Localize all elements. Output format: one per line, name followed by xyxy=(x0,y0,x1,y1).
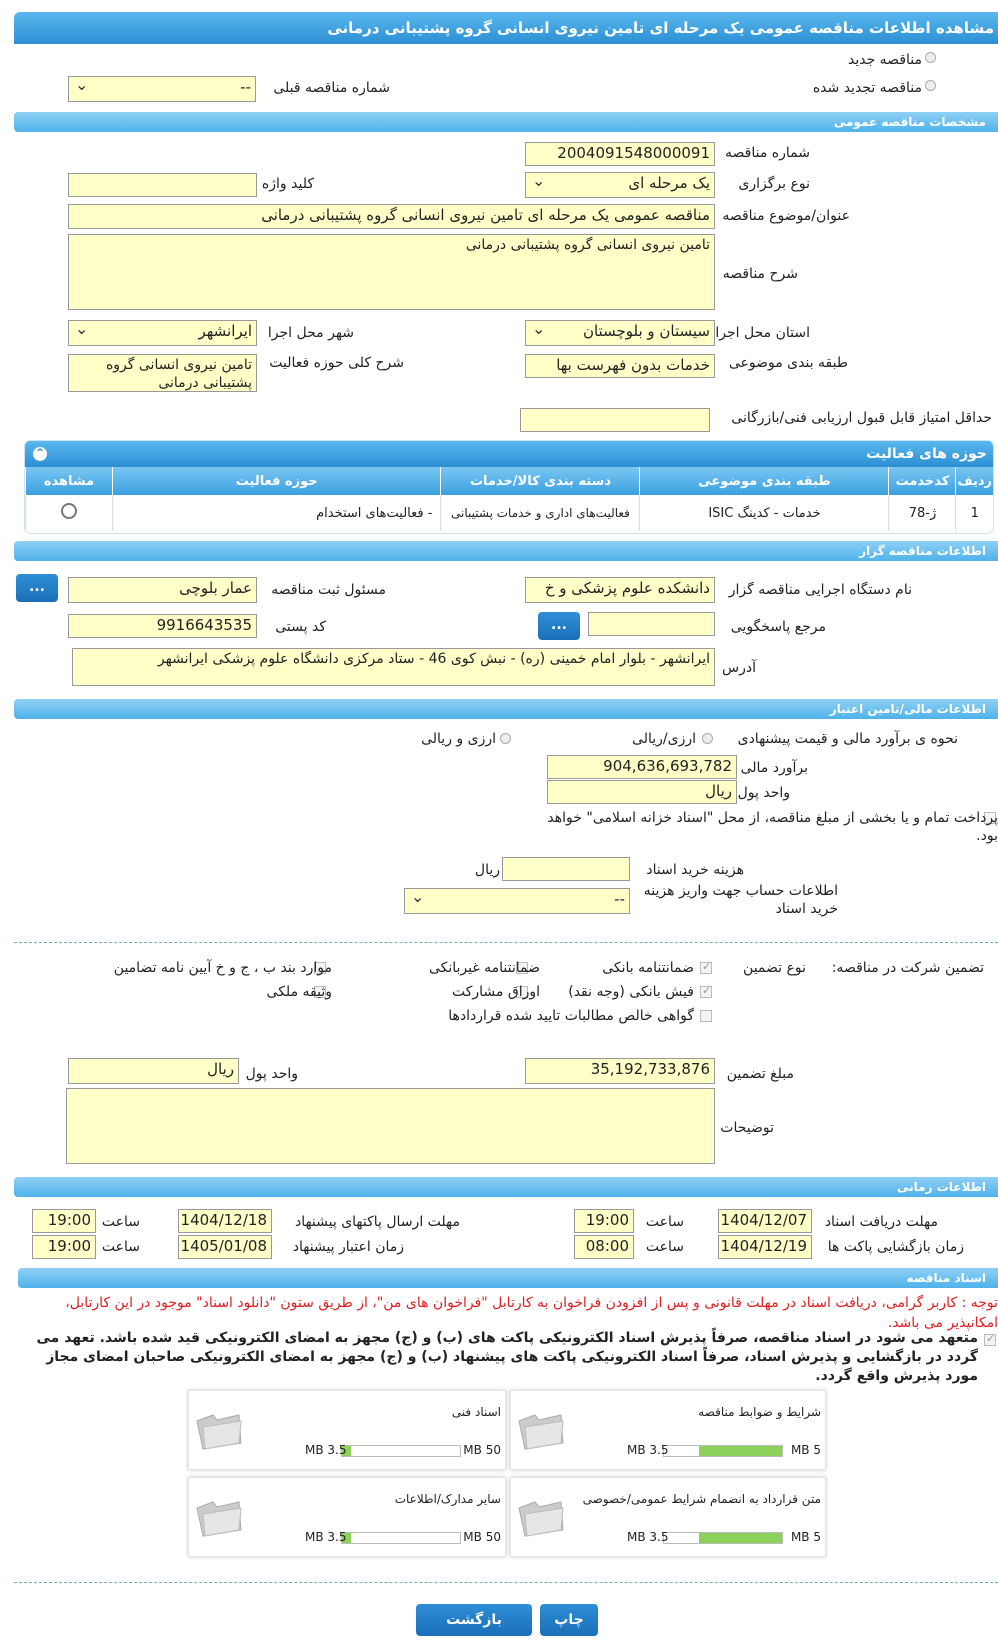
cell-goods: فعالیت‌های اداری و خدمات پشتیبانی xyxy=(441,495,640,531)
min-score-label: حداقل امتیاز قابل قبول ارزیابی فنی/بازرگانی xyxy=(731,410,992,426)
receivables-checkbox[interactable] xyxy=(700,1010,712,1022)
col-code: کدخدمت xyxy=(889,467,956,495)
organizer-header: اطلاعات مناقصه گزار xyxy=(14,541,998,561)
doc-card-bar xyxy=(341,1445,461,1457)
category-label: طبقه بندی موضوعی xyxy=(728,355,848,371)
doc-card-title: اسناد فنی xyxy=(451,1405,501,1419)
ref-lookup-button[interactable]: ... xyxy=(538,612,580,640)
postal-field[interactable]: 9916643535 xyxy=(68,614,257,638)
doc-cost-label: هزینه خرید اسناد xyxy=(646,862,744,878)
doc-card-size: 3.5 MB xyxy=(627,1443,669,1457)
collapse-icon[interactable]: ⌃ xyxy=(34,446,46,460)
keyword-label: کلید واژه xyxy=(261,176,314,192)
ref-label: مرجع پاسخگویی xyxy=(730,619,826,635)
folder-icon xyxy=(517,1498,565,1538)
receivables-label: گواهی خالص مطالبات تایید شده قراردادها xyxy=(448,1008,694,1024)
send-deadline-label: مهلت ارسال پاکتهای پیشنهاد xyxy=(294,1214,460,1230)
new-tender-label: مناقصه جدید xyxy=(847,52,922,68)
validity-time[interactable]: 19:00 xyxy=(32,1235,96,1259)
col-goods: دسته بندی کالا/خدمات xyxy=(441,467,640,495)
doc-card-size: 3.5 MB xyxy=(627,1530,669,1544)
doc-card-title: شرایط و ضوابط مناقصه xyxy=(698,1405,821,1419)
property-label: وثیقه ملکی xyxy=(266,984,332,1000)
timing-header: اطلاعات زمانی xyxy=(14,1177,998,1197)
doc-cost-unit: ریال xyxy=(474,862,500,878)
bottom-divider xyxy=(14,1582,998,1583)
send-deadline-time-label: ساعت xyxy=(101,1214,140,1230)
cell-code: ژ-78 xyxy=(889,495,956,531)
doc-card-title: متن قرارداد به انضمام شرایط عمومی/خصوصی xyxy=(582,1492,821,1506)
print-button[interactable]: چاپ xyxy=(540,1604,598,1636)
min-score-field[interactable] xyxy=(520,408,710,432)
activities-table xyxy=(25,467,993,531)
doc-cost-field[interactable] xyxy=(502,857,630,881)
bonds-label: اوراق مشارکت xyxy=(451,984,540,1000)
commitment-text: متعهد می شود در اسناد مناقصه، صرفاً پذیرش اسناد الکترونیکی پاکت های (ب) و (ج) مجهز به امضای الکترونیکی قید شده باشد. تعهد می گردد در بازگشایی و پذیرش اسناد، صرفاً اسناد الکترونیکی پاکت های پیشنهاد (ب) و (ج) مجهز به امضای الکترونیکی صاحبان امضای مجاز مورد پذیرش واقع گردد. xyxy=(36,1330,978,1384)
registrar-field[interactable]: عمار بلوچی xyxy=(68,577,257,603)
table-row xyxy=(26,495,994,531)
folder-icon xyxy=(195,1411,243,1451)
doc-card-max: 50 MB xyxy=(463,1530,501,1544)
fx-option: ارزی و ریالی xyxy=(421,731,496,747)
send-deadline-date[interactable]: 1404/12/18 xyxy=(178,1209,272,1233)
documents-notice: توجه : کاربر گرامی، دریافت اسناد در مهلت قانونی و پس از افزودن فراخوان به کارتابل "فراخوان های من"، از طریق ستون "دانلود اسناد" موجود در این کارتابل، امکانپذیر می باشد. xyxy=(65,1295,998,1331)
address-field[interactable]: ایرانشهر - بلوار امام خمینی (ره) - نبش کوی 46 - ستاد مرکزی دانشگاه علوم پزشکی ایرانشهر xyxy=(72,648,715,686)
city-label: شهر محل اجرا xyxy=(267,325,354,341)
validity-date[interactable]: 1405/01/08 xyxy=(178,1235,272,1259)
type-label: نوع برگزاری xyxy=(738,176,810,192)
doc-card-technical[interactable] xyxy=(188,1390,506,1470)
view-icon[interactable] xyxy=(26,495,113,531)
doc-card-terms[interactable] xyxy=(510,1390,826,1470)
account-label: اطلاعات حساب جهت واریز هزینه خرید اسناد xyxy=(643,883,838,917)
open-time[interactable]: 08:00 xyxy=(574,1235,634,1259)
doc-card-contract[interactable] xyxy=(510,1477,826,1557)
validity-label: زمان اعتبار پیشنهاد xyxy=(292,1239,404,1255)
account-select[interactable]: -- ⌄ xyxy=(404,888,630,914)
doc-card-size: 3.5 MB xyxy=(305,1530,347,1544)
amount-label: مبلغ تضمین xyxy=(726,1066,794,1082)
new-tender-radio[interactable] xyxy=(925,52,936,63)
method-label: نحوه ی برآورد مالی و قیمت پیشنهادی xyxy=(737,731,958,747)
folder-icon xyxy=(517,1411,565,1451)
fx-radio[interactable] xyxy=(500,733,511,744)
commitment-checkbox[interactable] xyxy=(984,1334,996,1346)
open-date[interactable]: 1404/12/19 xyxy=(718,1235,812,1259)
g-currency-field[interactable]: ریال xyxy=(68,1058,239,1084)
documents-header: اسناد مناقصه xyxy=(18,1268,998,1288)
back-button[interactable]: بازگشت xyxy=(416,1604,532,1636)
subject-field[interactable]: مناقصه عمومی یک مرحله ای تامین نیروی انسانی گروه پشتیبانی درمانی xyxy=(68,204,715,229)
subject-label: عنوان/موضوع مناقصه xyxy=(722,208,850,224)
keyword-field[interactable] xyxy=(68,173,257,197)
cell-category: خدمات - کدینگ ISIC xyxy=(640,495,889,531)
activity-desc-label: شرح کلی حوزه فعالیت xyxy=(269,355,404,371)
registrar-lookup-button[interactable]: ... xyxy=(16,574,58,602)
finance-header: اطلاعات مالی/تامین اعتبار xyxy=(14,699,998,719)
send-deadline-time[interactable]: 19:00 xyxy=(32,1209,96,1233)
col-field: حوزه فعالیت xyxy=(113,467,441,495)
address-label: آدرس xyxy=(722,660,756,676)
ref-field[interactable] xyxy=(588,612,715,636)
cash-checkbox[interactable] xyxy=(700,986,712,998)
cell-row: 1 xyxy=(956,495,993,531)
clauses-label: موارد بند ب ، ج و خ آیین نامه تضامین xyxy=(113,960,332,976)
col-row: ردیف xyxy=(956,467,993,495)
divider xyxy=(14,942,998,943)
cash-label: فیش بانکی (وجه نقد) xyxy=(568,984,694,1000)
province-select[interactable]: سیستان و بلوچستان ⌄ xyxy=(525,320,715,346)
renewed-tender-radio[interactable] xyxy=(925,80,936,91)
doc-card-max: 50 MB xyxy=(463,1443,501,1457)
prev-number-label: شماره مناقصه قبلی xyxy=(273,80,390,96)
doc-card-title: سایر مدارک/اطلاعات xyxy=(394,1492,501,1506)
activities-header: حوزه های فعالیت ⌃ xyxy=(25,441,993,467)
activity-desc-field[interactable]: تامین نیروی انسانی گروه پشتیبانی درمانی xyxy=(68,354,257,392)
currency-label: واحد پول xyxy=(737,785,790,801)
renewed-tender-label: مناقصه تجدید شده xyxy=(812,80,922,96)
city-select[interactable]: ایرانشهر ⌄ xyxy=(68,320,257,346)
doc-card-bar xyxy=(341,1532,461,1544)
number-label: شماره مناقصه xyxy=(725,145,810,161)
col-view: مشاهده xyxy=(26,467,113,495)
doc-deadline-label: مهلت دریافت اسناد xyxy=(824,1214,938,1230)
guarantee-label: تضمین شرکت در مناقصه: xyxy=(831,960,984,976)
doc-card-other[interactable] xyxy=(188,1477,506,1557)
doc-card-size: 3.5 MB xyxy=(305,1443,347,1457)
estimate-field[interactable]: 904,636,693,782 xyxy=(547,755,737,779)
postal-label: کد پستی xyxy=(275,619,326,635)
col-category: طبقه بندی موضوعی xyxy=(640,467,889,495)
activities-header-row xyxy=(26,467,994,495)
non-bank-label: ضمانتنامه غیربانکی xyxy=(428,960,540,976)
estimate-label: برآورد مالی xyxy=(740,760,808,776)
number-field[interactable]: 2004091548000091 xyxy=(525,142,715,166)
notes-label: توضیحات xyxy=(720,1120,774,1136)
open-time-label: ساعت xyxy=(645,1239,684,1255)
registrar-label: مسئول ثبت مناقصه xyxy=(271,582,386,598)
org-field[interactable]: دانشکده علوم پزشکی و خ xyxy=(525,577,715,603)
desc-label: شرح مناقصه xyxy=(722,266,798,282)
doc-card-max: 5 MB xyxy=(790,1530,821,1544)
activities-panel xyxy=(24,440,994,534)
notes-field[interactable] xyxy=(66,1088,715,1164)
g-currency-label: واحد پول xyxy=(245,1066,298,1082)
doc-card-bar xyxy=(663,1445,783,1457)
desc-field[interactable]: تامین نیروی انسانی گروه پشتیبانی درمانی xyxy=(68,234,715,310)
prev-number-select[interactable]: -- ⌄ xyxy=(68,76,256,102)
org-label: نام دستگاه اجرایی مناقصه گزار xyxy=(728,582,912,598)
doc-card-bar xyxy=(663,1532,783,1544)
currency-field[interactable]: ریال xyxy=(547,780,737,804)
open-label: زمان بازگشایی پاکت ها xyxy=(827,1239,964,1255)
page-title: مشاهده اطلاعات مناقصه عمومی یک مرحله ای تامین نیروی انسانی گروه پشتیبانی درمانی xyxy=(14,12,998,44)
bank-guarantee-label: ضمانتنامه بانکی xyxy=(602,960,694,976)
doc-deadline-time[interactable]: 19:00 xyxy=(574,1209,634,1233)
category-field[interactable]: خدمات بدون فهرست بها xyxy=(525,354,715,378)
treasury-text: پرداخت تمام و یا بخشی از مبلغ مناقصه، از محل "اسناد خزانه اسلامی" خواهد بود. xyxy=(547,810,998,844)
general-header: مشخصات مناقصه عمومی xyxy=(14,112,998,132)
cell-field: - فعالیت‌های استخدام xyxy=(113,495,441,531)
folder-icon xyxy=(195,1498,243,1538)
doc-deadline-date[interactable]: 1404/12/07 xyxy=(718,1209,812,1233)
province-label: استان محل اجرا xyxy=(715,325,810,341)
amount-field[interactable]: 35,192,733,876 xyxy=(525,1058,715,1084)
type-select[interactable]: یک مرحله ای ⌄ xyxy=(525,172,715,198)
rial-radio[interactable] xyxy=(702,733,713,744)
doc-card-max: 5 MB xyxy=(790,1443,821,1457)
rial-option: ارزی/ریالی xyxy=(632,731,696,747)
doc-deadline-time-label: ساعت xyxy=(645,1214,684,1230)
bank-guarantee-checkbox[interactable] xyxy=(700,962,712,974)
guarantee-type-label: نوع تضمین xyxy=(743,960,806,976)
validity-time-label: ساعت xyxy=(101,1239,140,1255)
